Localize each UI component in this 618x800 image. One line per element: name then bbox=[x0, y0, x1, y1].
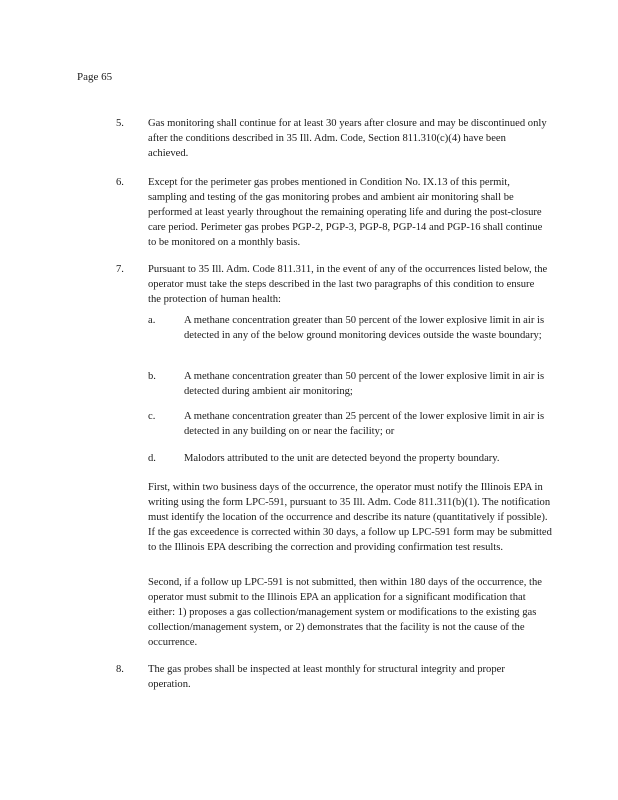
page-number: Page 65 bbox=[77, 71, 113, 83]
notification-paragraph bbox=[148, 480, 553, 555]
paragraph-text: Second, if a follow up LPC-591 is not submitted, then within 180 days of the occurrence, the operator must submit to the Illinois EPA an application for a significant modification that either: 1) proposes a gas collection/management system or modifications to the existing gas collection/management system, or 2) demonstrates that the facility is not the cause of the occurrence. bbox=[148, 577, 542, 648]
item-number: 8. bbox=[116, 664, 124, 675]
item-text: Pursuant to 35 Ill. Adm. Code 811.311, in the event of any of the occurrences listed below, the operator must take the steps described in the last two paragraphs of this condition to ensure the protection of human health: bbox=[148, 264, 548, 305]
subitem-letter: a. bbox=[148, 315, 156, 326]
subitem-a bbox=[148, 313, 558, 343]
subitem-text: Malodors attributed to the unit are detected beyond the property boundary. bbox=[184, 453, 500, 464]
item-number: 5. bbox=[116, 118, 124, 129]
subitem-d bbox=[148, 451, 558, 466]
subitem-text: A methane concentration greater than 25 percent of the lower explosive limit in air is detected in any building on or near the facility; or bbox=[184, 411, 545, 437]
subitem-b bbox=[148, 369, 558, 399]
subitem-text: A methane concentration greater than 50 percent of the lower explosive limit in air is detected in any of the below ground monitoring devices outside the waste boundary; bbox=[184, 315, 545, 341]
condition-item-8 bbox=[116, 662, 556, 692]
paragraph-text: First, within two business days of the occurrence, the operator must notify the Illinois EPA in writing using the form LPC-591, pursuant to 35 Ill. Adm. Code 811.311(b)(1). The notification must identify the location of the occurrence and describe its nature (quantitatively if possible). If the gas exceedence is corrected within 30 days, a follow up LPC-591 form may be submitted to the Illinois EPA describing the correction and providing confirmation test results. bbox=[148, 482, 552, 553]
condition-item-5 bbox=[116, 116, 556, 161]
subitem-c bbox=[148, 409, 558, 439]
item-number: 7. bbox=[116, 264, 124, 275]
subitem-letter: d. bbox=[148, 453, 156, 464]
modification-paragraph bbox=[148, 575, 553, 650]
condition-item-7 bbox=[116, 262, 556, 307]
item-text: Gas monitoring shall continue for at least 30 years after closure and may be discontinued only after the conditions described in 35 Ill. Adm. Code, Section 811.310(c)(4) have been achieved. bbox=[148, 118, 547, 159]
item-number: 6. bbox=[116, 177, 124, 188]
subitem-text: A methane concentration greater than 50 percent of the lower explosive limit in air is detected during ambient air monitoring; bbox=[184, 371, 545, 397]
condition-item-6 bbox=[116, 175, 556, 250]
subitem-letter: b. bbox=[148, 371, 156, 382]
item-text: The gas probes shall be inspected at least monthly for structural integrity and proper operation. bbox=[148, 664, 505, 690]
item-text: Except for the perimeter gas probes mentioned in Condition No. IX.13 of this permit, sampling and testing of the gas monitoring probes and ambient air monitoring shall be performed at least yearly throughout the remaining operating life and during the post-closure care period. Perimeter gas probes PGP-2, PGP-3, PGP-8, PGP-14 and PGP-16 shall continue to be monitored on a monthly basis. bbox=[148, 177, 543, 248]
subitem-letter: c. bbox=[148, 411, 156, 422]
